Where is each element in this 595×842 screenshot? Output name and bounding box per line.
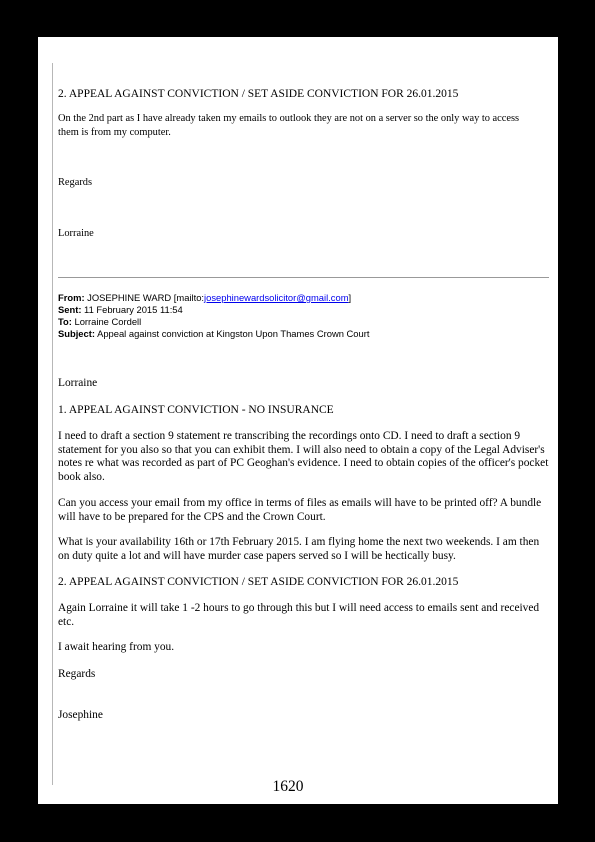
email-header [58, 292, 548, 340]
message-paragraph-1: I need to draft a section 9 statement re transcribing the recordings onto CD. I need to draft a section 9 statement for you also so that you can exhibit them. I will also need to obtain a copy of the Legal Adviser's notes re what was recorded as part of PC Geoghan's evidence. I need to obtain copies of the officer's pocket book also. [58, 430, 549, 484]
subject-line [58, 328, 548, 340]
page-number: 1620 [272, 778, 304, 795]
message-heading-1: 1. APPEAL AGAINST CONVICTION - NO INSURANCE [58, 404, 334, 416]
message-paragraph-3: What is your availability 16th or 17th February 2015. I am flying home the next two weekends. I am then on duty quite a lot and will have murder case papers served so I will be hectically busy. [58, 536, 540, 562]
sent-line [58, 304, 548, 316]
message-greeting: Lorraine [58, 377, 98, 389]
to-label: To: [58, 316, 72, 327]
message-closing: Regards [58, 668, 96, 680]
sent-value: 11 February 2015 11:54 [84, 304, 183, 315]
document-page [38, 37, 558, 804]
top-section-heading: 2. APPEAL AGAINST CONVICTION / SET ASIDE CONVICTION FOR 26.01.2015 [58, 88, 459, 100]
message-paragraph-5: I await hearing from you. [58, 641, 175, 653]
sent-label: Sent: [58, 304, 82, 315]
top-section-closing: Regards [58, 177, 93, 188]
from-email-link[interactable]: josephinewardsolicitor@gmail.com [204, 292, 349, 303]
quote-bar [52, 63, 53, 785]
top-section-signature: Lorraine [58, 228, 94, 239]
message-paragraph-2: Can you access your email from my office in terms of files as emails will have to be printed off? A bundle will have to be prepared for the CPS and the Crown Court. [58, 497, 542, 523]
to-line [58, 316, 548, 328]
to-value: Lorraine Cordell [74, 316, 142, 327]
from-line [58, 292, 548, 304]
top-section-body: On the 2nd part as I have already taken my emails to outlook they are not on a server so the only way to access them is from my computer. [58, 113, 520, 138]
from-name: JOSEPHINE WARD [mailto: [87, 292, 205, 303]
from-label: From: [58, 292, 85, 303]
message-paragraph-4: Again Lorraine it will take 1 -2 hours to go through this but I will need access to emails sent and received etc. [58, 602, 540, 628]
message-signature: Josephine [58, 709, 103, 721]
subject-value: Appeal against conviction at Kingston Upon Thames Crown Court [97, 328, 370, 339]
separator-line [58, 277, 549, 278]
subject-label: Subject: [58, 328, 95, 339]
message-heading-2: 2. APPEAL AGAINST CONVICTION / SET ASIDE CONVICTION FOR 26.01.2015 [58, 576, 459, 588]
from-end: ] [348, 292, 352, 303]
